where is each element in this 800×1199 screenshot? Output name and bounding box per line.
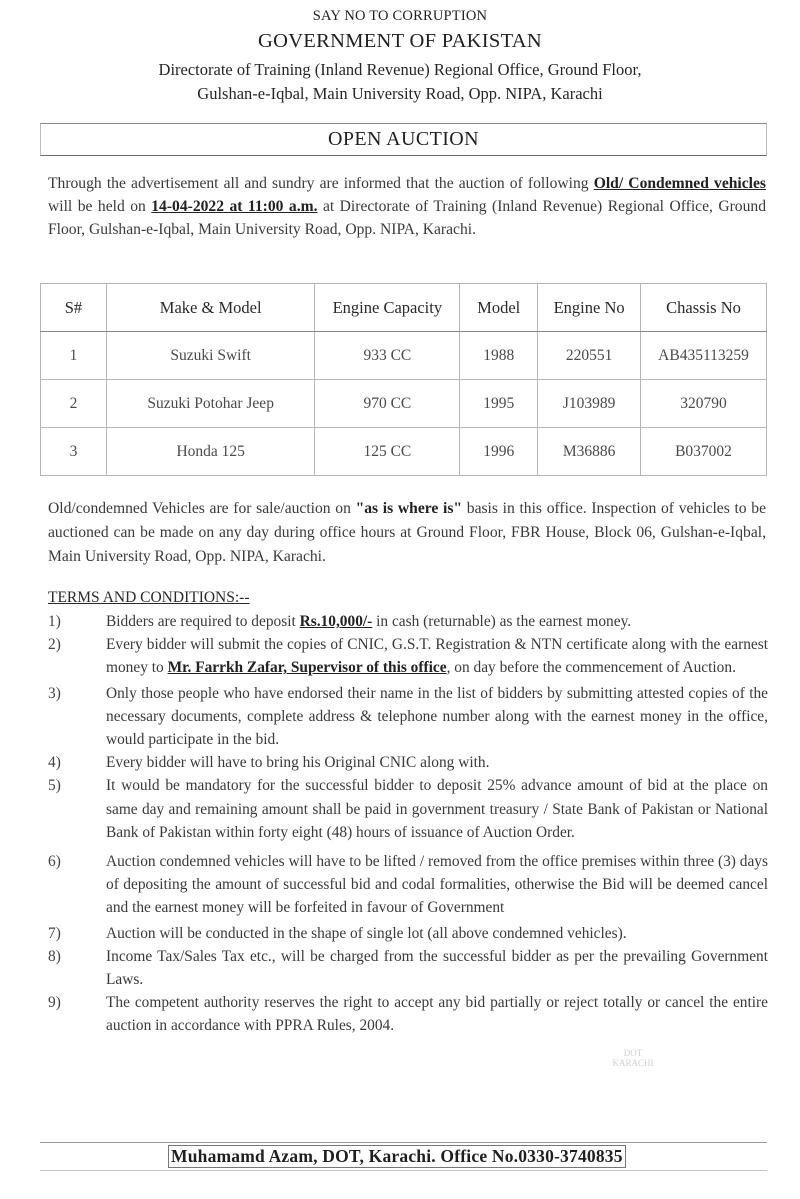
- cell-engine-capacity: 125 CC: [315, 428, 460, 476]
- cell-serial: 1: [41, 332, 107, 380]
- cell-serial: 3: [41, 428, 107, 476]
- term-item: [48, 991, 768, 1037]
- term-text: Auction will be conducted in the shape of single lot (all above condemned vehicles).: [106, 924, 627, 942]
- term-number: 8): [48, 947, 61, 965]
- terms-heading: TERMS AND CONDITIONS:--: [48, 589, 250, 606]
- term-item: [48, 633, 768, 679]
- term-item: [48, 751, 768, 774]
- cell-make-model: Suzuki Swift: [106, 332, 315, 380]
- cell-model: 1995: [460, 380, 538, 428]
- term-item: [48, 945, 768, 991]
- cell-engine-no: 220551: [538, 332, 641, 380]
- footer-divider: [40, 1170, 767, 1171]
- term-number: 2): [48, 636, 61, 654]
- term-number: 6): [48, 853, 61, 871]
- cell-engine-no: M36886: [538, 428, 641, 476]
- term-item: [48, 922, 768, 945]
- term-text: The competent authority reserves the right to accept any bid partially or reject totally or cancel the entire auction in accordance with PPRA Rules, 2004.: [106, 994, 768, 1035]
- intro-text-3: at Directorate of Training (Inland Revenue) Regional Office, Ground Floor, Gulshan-e-Iqbal, Main University Road, Opp. NIPA, Karachi.: [48, 198, 766, 238]
- term-item: [48, 682, 768, 752]
- term-text: Every bidder will have to bring his Original CNIC along with.: [106, 754, 490, 772]
- term-number: 1): [48, 613, 61, 630]
- term-text: It would be mandatory for the successful bidder to deposit 25% advance amount of bid at the place on same day and remaining amount shall be paid in government treasury / State Bank of Pakistan or National Bank of Pakistan within forty eight (48) hours of issuance of Auction Order.: [106, 777, 768, 841]
- inspection-paragraph: [48, 497, 766, 569]
- term-number: 7): [48, 924, 61, 942]
- official-stamp: [588, 1048, 678, 1128]
- cell-engine-capacity: 970 CC: [315, 380, 460, 428]
- column-header-engine-no: Engine No: [538, 284, 641, 332]
- term-text: Only those people who have endorsed their name in the list of bidders by submitting attested copies of the necessary documents, complete address & telephone number along with the earnest money in the office, would participate in the bid.: [106, 684, 768, 749]
- term-text: Bidders are required to deposit: [106, 613, 300, 630]
- term-number: 4): [48, 754, 61, 772]
- column-header-engine-capacity: Engine Capacity: [315, 284, 460, 332]
- inspection-text-2: basis in this office. Inspection of vehicles to be auctioned can be made on any day during office hours at Ground Floor, FBR House, Block 06, Gulshan-e-Iqbal, Main University Road, Opp. NIPA, Karachi.: [48, 500, 767, 565]
- cell-serial: 2: [41, 380, 107, 428]
- deposit-amount-highlight: Rs.10,000/-: [299, 613, 373, 630]
- open-auction-title: OPEN AUCTION: [40, 123, 767, 156]
- term-item: [48, 850, 768, 920]
- cell-chassis-no: 320790: [641, 380, 767, 428]
- inspection-text-1: Old/condemned Vehicles are for sale/auction on: [48, 500, 356, 517]
- cell-model: 1996: [460, 428, 538, 476]
- term-number: 3): [48, 684, 61, 702]
- term-text: , on day before the commencement of Auction.: [446, 659, 736, 677]
- intro-paragraph: [48, 172, 766, 241]
- stamp-text: KARACHI: [612, 1058, 654, 1068]
- office-address-line-1: Directorate of Training (Inland Revenue) Regional Office, Ground Floor,: [158, 60, 642, 79]
- term-text: Income Tax/Sales Tax etc., will be charged from the successful bidder as per the prevailing Government Laws.: [106, 947, 768, 989]
- column-header-make-model: Make & Model: [106, 284, 315, 332]
- cell-model: 1988: [460, 332, 538, 380]
- table-header-row: [41, 284, 767, 332]
- slogan: SAY NO TO CORRUPTION: [312, 8, 488, 24]
- table-row: [41, 428, 767, 476]
- term-item: [48, 774, 768, 844]
- office-address-line-2: Gulshan-e-Iqbal, Main University Road, Opp. NIPA, Karachi: [197, 84, 603, 103]
- cell-engine-capacity: 933 CC: [315, 332, 460, 380]
- intro-text-2: will be held on: [48, 198, 152, 215]
- vehicles-table: [40, 283, 767, 476]
- government-heading: GOVERNMENT OF PAKISTAN: [257, 30, 543, 52]
- contact-footer: Muhamamd Azam, DOT, Karachi. Office No.0330-3740835: [168, 1145, 626, 1168]
- term-text: Every bidder will submit the copies of CNIC, G.S.T. Registration & NTN certificate along with the earnest money to: [106, 636, 768, 677]
- as-is-where-is-highlight: "as is where is": [355, 500, 463, 517]
- table-row: [41, 332, 767, 380]
- stamp-text: DOT: [623, 1048, 643, 1058]
- table-row: [41, 380, 767, 428]
- auction-date-highlight: 14-04-2022 at 11:00 a.m.: [151, 198, 318, 215]
- intro-text-1: Through the advertisement all and sundry are informed that the auction of following: [48, 175, 594, 192]
- supervisor-name-highlight: Mr. Farrkh Zafar, Supervisor of this office: [167, 659, 447, 677]
- term-text: Auction condemned vehicles will have to be lifted / removed from the office premises within three (3) days of depositing the amount of successful bid and codal formalities, otherwise the Bid will be deemed cancel and the earnest money will be forfeited in favour of Government: [106, 853, 768, 917]
- term-text: in cash (returnable) as the earnest money.: [372, 613, 632, 630]
- terms-list: [48, 610, 768, 1038]
- cell-make-model: Suzuki Potohar Jeep: [106, 380, 315, 428]
- column-header-model: Model: [460, 284, 538, 332]
- cell-make-model: Honda 125: [106, 428, 315, 476]
- column-header-serial: S#: [41, 284, 107, 332]
- term-item: [48, 610, 768, 633]
- cell-engine-no: J103989: [538, 380, 641, 428]
- footer-divider: [40, 1142, 767, 1143]
- term-number: 9): [48, 994, 61, 1012]
- column-header-chassis-no: Chassis No: [641, 284, 767, 332]
- term-number: 5): [48, 777, 61, 795]
- vehicle-type-highlight: Old/ Condemned vehicles: [593, 175, 766, 192]
- cell-chassis-no: B037002: [641, 428, 767, 476]
- cell-chassis-no: AB435113259: [641, 332, 767, 380]
